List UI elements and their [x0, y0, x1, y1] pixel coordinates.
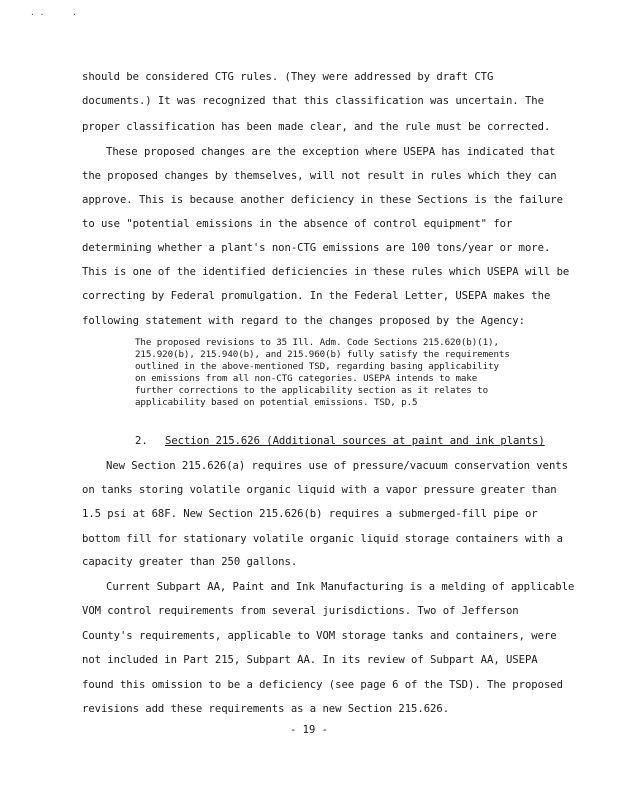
- quote-line: outlined in the above-mentioned TSD, regarding basing applicability: [135, 361, 499, 372]
- text-line: correcting by Federal promulgation. In the Federal Letter, USEPA makes the: [82, 290, 551, 302]
- text-line: following statement with regard to the changes proposed by the Agency:: [82, 315, 525, 327]
- text-line: determining whether a plant's non-CTG emissions are 100 tons/year or more.: [82, 242, 551, 254]
- quote-line: applicability based on potential emissions. TSD, p.5: [135, 397, 418, 408]
- quote-line: further corrections to the applicability section as it relates to: [135, 385, 489, 396]
- text-line: documents.) It was recognized that this classification was uncertain. The: [82, 95, 544, 107]
- text-line: These proposed changes are the exception where USEPA has indicated that: [106, 146, 556, 158]
- scan-mark: · ·: [30, 10, 45, 19]
- text-line: found this omission to be a deficiency (see page 6 of the TSD). The proposed: [82, 679, 563, 691]
- text-line: approve. This is because another deficiency in these Sections is the failure: [82, 194, 563, 206]
- scan-mark: ·: [72, 10, 77, 19]
- text-line: New Section 215.626(a) requires use of pressure/vacuum conservation vents: [106, 460, 568, 472]
- text-line: to use "potential emissions in the absence of control equipment" for: [82, 218, 513, 230]
- text-line: the proposed changes by themselves, will not result in rules which they can: [82, 170, 557, 182]
- text-line: County's requirements, applicable to VOM storage tanks and containers, were: [82, 630, 557, 642]
- section-heading-number: 2.: [135, 435, 148, 447]
- text-line: proper classification has been made clear, and the rule must be corrected.: [82, 121, 551, 133]
- quote-line: 215.920(b), 215.940(b), and 215.960(b) fully satisfy the requirements: [135, 349, 510, 360]
- text-line: bottom fill for stationary volatile organic liquid storage containers with a: [82, 533, 563, 545]
- text-line: 1.5 psi at 68F. New Section 215.626(b) requires a submerged-fill pipe or: [82, 508, 538, 520]
- text-line: VOM control requirements from several jurisdictions. Two of Jefferson: [82, 605, 519, 617]
- text-line: on tanks storing volatile organic liquid with a vapor pressure greater than: [82, 484, 557, 496]
- quote-line: The proposed revisions to 35 Ill. Adm. Code Sections 215.620(b)(1),: [135, 337, 499, 348]
- text-line: should be considered CTG rules. (They were addressed by draft CTG: [82, 71, 494, 83]
- text-line: capacity greater than 250 gallons.: [82, 556, 298, 568]
- text-line: This is one of the identified deficiencies in these rules which USEPA will be: [82, 266, 570, 278]
- page-number: - 19 -: [290, 724, 328, 736]
- text-line: revisions add these requirements as a new Section 215.626.: [82, 703, 450, 715]
- text-line: not included in Part 215, Subpart AA. In its review of Subpart AA, USEPA: [82, 654, 538, 666]
- text-line: Current Subpart AA, Paint and Ink Manufacturing is a melding of applicable: [106, 581, 575, 593]
- section-heading-title: Section 215.626 (Additional sources at paint and ink plants): [165, 435, 545, 447]
- quote-line: on emissions from all non-CTG categories. USEPA intends to make: [135, 373, 478, 384]
